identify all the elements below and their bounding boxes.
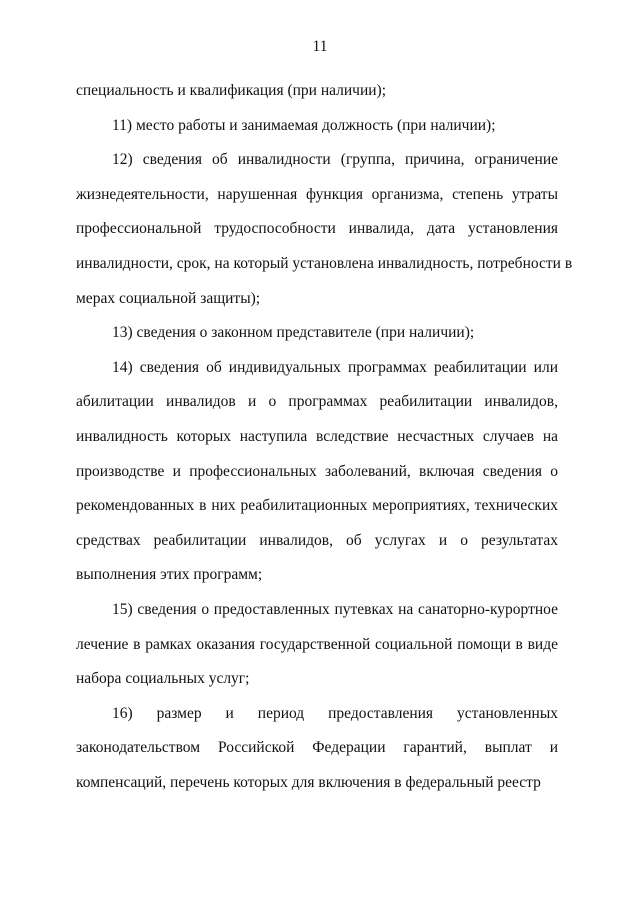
paragraph: [76, 593, 558, 697]
text-line: средствах реабилитации инвалидов, об услугах и о результатах: [76, 531, 558, 549]
text-line: инвалидность которых наступила вследствие несчастных случаев на: [76, 427, 558, 445]
text-line: рекомендованных в них реабилитационных мероприятиях, технических: [76, 497, 558, 515]
page-number: 11: [312, 38, 328, 55]
text-line: 14) сведения об индивидуальных программах реабилитации или: [112, 358, 558, 376]
paragraph: [76, 74, 558, 109]
text-line: выполнения этих программ;: [76, 566, 263, 584]
text-line: 16) размер и период предоставления установленных: [112, 704, 558, 722]
paragraph: [76, 109, 558, 144]
text-line: 11) место работы и занимаемая должность (при наличии);: [112, 116, 496, 134]
text-line: производстве и профессиональных заболеваний, включая сведения о: [76, 462, 558, 480]
text-line: специальность и квалификация (при наличии);: [76, 82, 387, 99]
paragraph: [76, 697, 558, 801]
paragraph: [76, 316, 558, 351]
text-line: 13) сведения о законном представителе (при наличии);: [112, 324, 475, 342]
text-line: инвалидности, срок, на который установлена инвалидность, потребности в: [76, 254, 573, 272]
document-body: [76, 74, 573, 800]
text-line: лечение в рамках оказания государственной социальной помощи в виде: [76, 635, 558, 653]
text-line: 15) сведения о предоставленных путевках на санаторно-курортное: [112, 600, 558, 618]
text-line: профессиональной трудоспособности инвалида, дата установления: [76, 220, 558, 238]
text-line: 12) сведения об инвалидности (группа, причина, ограничение: [112, 151, 558, 169]
paragraph: [76, 351, 558, 593]
text-line: абилитации инвалидов и о программах реабилитации инвалидов,: [76, 393, 558, 411]
paragraph: [76, 143, 573, 316]
text-line: компенсаций, перечень которых для включения в федеральный реестр: [76, 773, 541, 791]
text-line: законодательством Российской Федерации гарантий, выплат и: [76, 739, 558, 757]
text-line: набора социальных услуг;: [76, 670, 250, 688]
text-line: жизнедеятельности, нарушенная функция организма, степень утраты: [76, 185, 558, 203]
text-line: мерах социальной защиты);: [76, 289, 261, 307]
